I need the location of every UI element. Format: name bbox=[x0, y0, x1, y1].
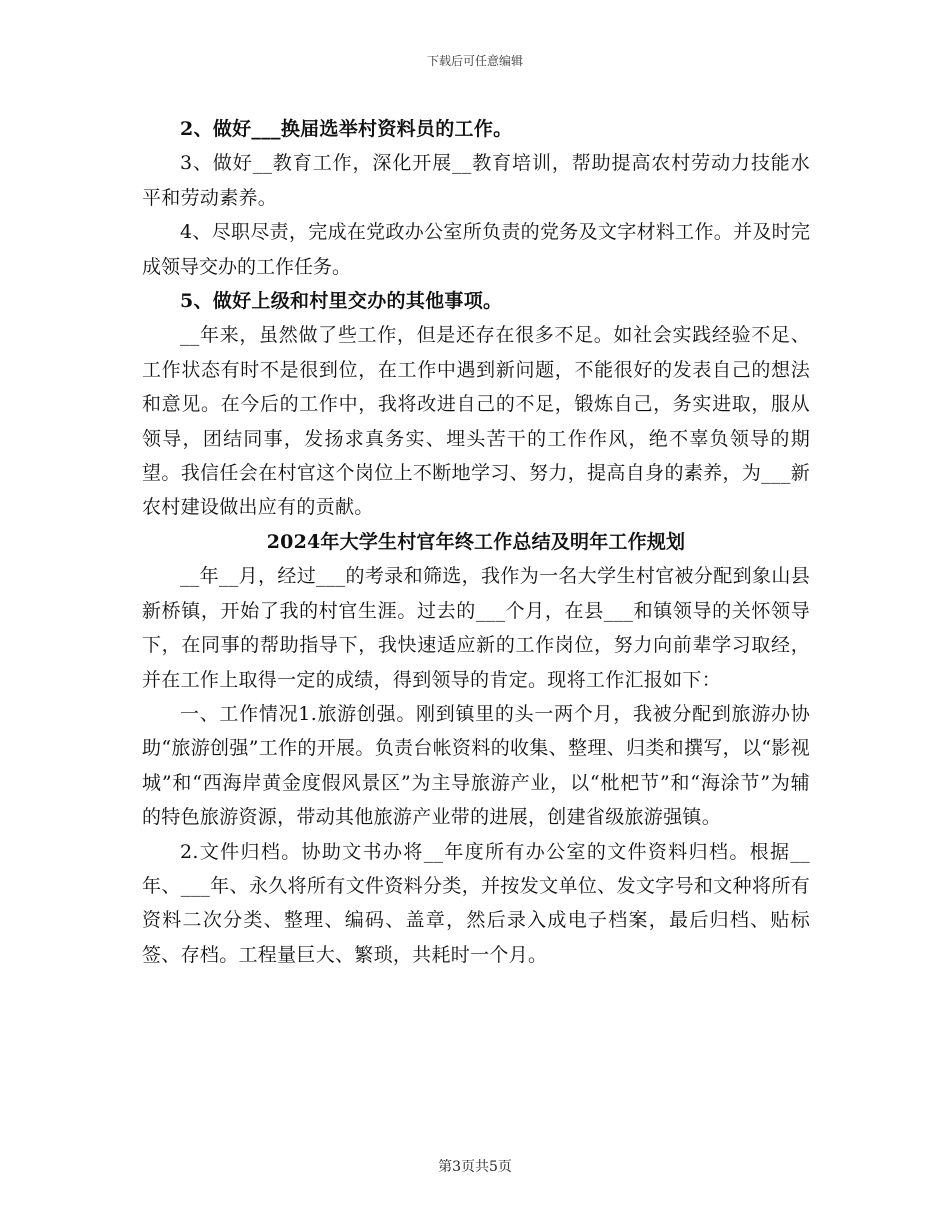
page-footer: 第3页共5页 bbox=[438, 1159, 512, 1175]
paragraph-summary: __年来，虽然做了些工作，但是还存在很多不足。如社会实践经验不足、工作状态有时不是很到位，在工作中遇到新问题，不能很好的发表自己的想法和意见。在今后的工作中，我将改进自己的不足，锻炼自己，务实进取，服从领导，团结同事，发扬求真务实、埋头苦干的工作作风，绝不辜负领导的期望。我信任会在村官这个岗位上不断地学习、努力，提高自身的素养，为___新农村建设做出应有的贡献。 bbox=[142, 324, 810, 519]
paragraph-item-2: 2、做好___换届选举村资料员的工作。 bbox=[180, 118, 513, 140]
page-header: 下载后可任意编辑 bbox=[426, 54, 523, 68]
paragraph-tourism: 一、工作情况1.旅游创强。刚到镇里的头一两个月，我被分配到旅游办协助“旅游创强”工作的开展。负责台帐资料的收集、整理、归类和撰写，以“影视城”和“西海岸黄金度假风景区”为主导旅游产业，以“枇杷节”和“海涂节”为辅的特色旅游资源，带动其他旅游产业带的进展，创建省级旅游强镇。 bbox=[142, 702, 810, 829]
section-title: 2024年大学生村官年终工作总结及明年工作规划 bbox=[266, 530, 686, 553]
paragraph-item-5: 5、做好上级和村里交办的其他事项。 bbox=[180, 290, 503, 313]
paragraph-item-4: 4、尽职尽责，完成在党政办公室所负责的党务及文字材料工作。并及时完成领导交办的工作任务。 bbox=[142, 221, 810, 278]
paragraph-item-3: 3、做好__教育工作，深化开展__教育培训，帮助提高农村劳动力技能水平和劳动素养。 bbox=[142, 152, 810, 209]
paragraph-archiving: 2.文件归档。协助文书办将__年度所有办公室的文件资料归档。根据__年、___年、永久将所有文件资料分类，并按发文单位、发文字号和文种将所有资料二次分类、整理、编码、盖章，然后录入成电子档案，最后归档、贴标签、存档。工程量巨大、繁琐，共耗时一个月。 bbox=[142, 840, 810, 966]
paragraph-intro: __年__月，经过___的考录和筛选，我作为一名大学生村官被分配到象山县新桥镇，开始了我的村官生涯。过去的___个月，在县___和镇领导的关怀领导下，在同事的帮助指导下，我快速适应新的工作岗位，努力向前辈学习取经，并在工作上取得一定的成绩，得到领导的肯定。现将工作汇报如下： bbox=[142, 565, 810, 691]
document-body bbox=[142, 112, 810, 972]
